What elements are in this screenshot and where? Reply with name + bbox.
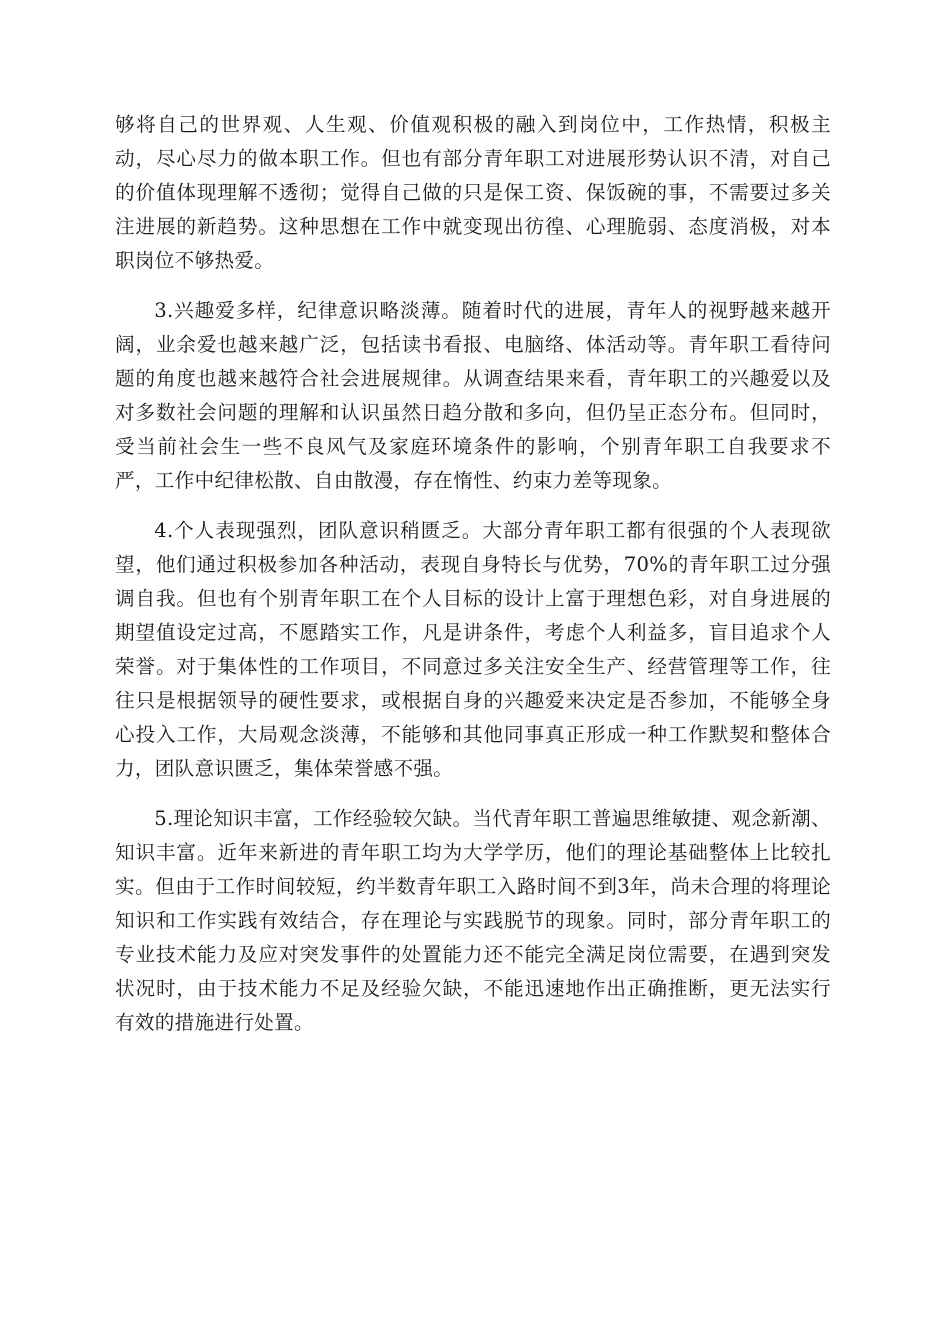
document-page: [115, 108, 831, 1040]
paragraph-item-4: 4.个人表现强烈，团队意识稍匮乏。大部分青年职工都有很强的个人表现欲望，他们通过积极参加各种活动，表现自身特长与优势，70%的青年职工过分强调自我。但也有个别青年职工在个人目标的设计上富于理想色彩，对自身进展的期望值设定过高，不愿踏实工作，凡是讲条件，考虑个人利益多，盲目追求个人荣誉。对于集体性的工作项目，不同意过多关注安全生产、经营管理等工作，往往只是根据领导的硬性要求，或根据自身的兴趣爱来决定是否参加，不能够全身心投入工作，大局观念淡薄，不能够和其他同事真正形成一种工作默契和整体合力，团队意识匮乏，集体荣誉感不强。: [115, 519, 831, 780]
paragraph-item-3: 3.兴趣爱多样，纪律意识略淡薄。随着时代的进展，青年人的视野越来越开阔，业余爱也越来越广泛，包括读书看报、电脑络、体活动等。青年职工看待问题的角度也越来越符合社会进展规律。从调查结果来看，青年职工的兴趣爱以及对多数社会问题的理解和认识虽然日趋分散和多向，但仍呈正态分布。但同时，受当前社会生一些不良风气及家庭环境条件的影响，个别青年职工自我要求不严，工作中纪律松散、自由散漫，存在惰性、约束力差等现象。: [115, 299, 831, 492]
paragraph-continuation: 够将自己的世界观、人生观、价值观积极的融入到岗位中，工作热情，积极主动，尽心尽力的做本职工作。但也有部分青年职工对进展形势认识不清，对自己的价值体现理解不透彻；觉得自己做的只是保工资、保饭碗的事，不需要过多关注进展的新趋势。这种思想在工作中就变现出彷徨、心理脆弱、态度消极，对本职岗位不够热爱。: [115, 113, 831, 272]
paragraph-item-5: 5.理论知识丰富，工作经验较欠缺。当代青年职工普遍思维敏捷、观念新潮、知识丰富。近年来新进的青年职工均为大学学历，他们的理论基础整体上比较扎实。但由于工作时间较短，约半数青年职工入路时间不到3年，尚未合理的将理论知识和工作实践有效结合，存在理论与实践脱节的现象。同时，部分青年职工的专业技术能力及应对突发事件的处置能力还不能完全满足岗位需要，在遇到突发状况时，由于技术能力不足及经验欠缺，不能迅速地作出正确推断，更无法实行有效的措施进行处置。: [115, 807, 831, 1034]
